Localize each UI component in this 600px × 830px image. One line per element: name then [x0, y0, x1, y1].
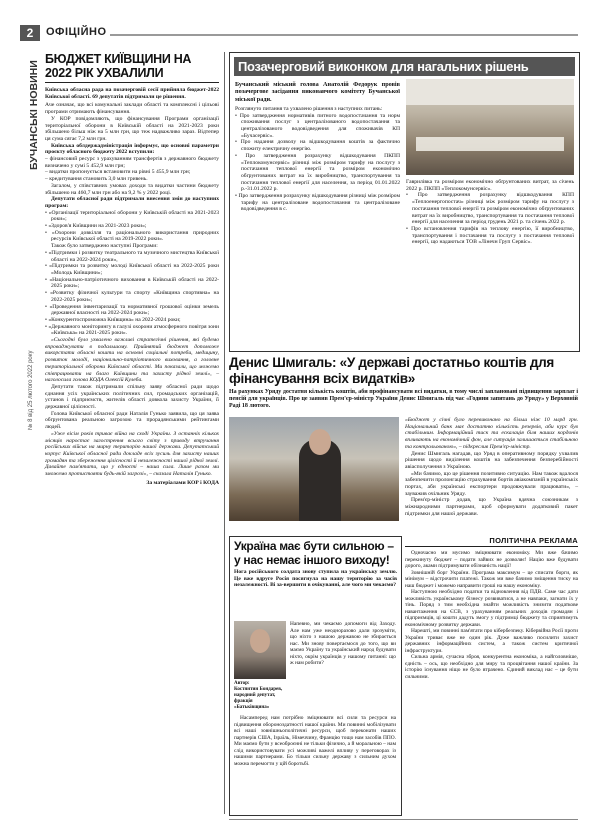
budget-p11: Також було затверджено наступні Програми: — [51, 243, 158, 250]
budget-p12: • «Підтримки і розвитку театрального та музичного мистецтва Київської області на 2022-2024 роки», — [45, 249, 219, 263]
war-title: Україна має бути сильною – у нас немає іншого виходу! — [234, 539, 394, 567]
budget-source: За матеріалами КОР і КОДА — [146, 479, 219, 486]
bottom-rule — [229, 819, 578, 820]
page-number: 2 — [20, 25, 40, 41]
shmyhal-photo-face — [309, 429, 331, 455]
budget-p14: • «Національно-патріотичного виховання в Київській області на 2022-2025 роки»; — [45, 276, 219, 290]
war-p0: Напевно, ми чекаємо допомоги від Заходу. Але нам уже неодноразово дали зрозуміти, що ніхто з нашою державою не збирається нас. Ми знову повертаємося до того, що ви маємо Україну та український народ будувати ніхто, окрім українців у нашому питанні: що ж нам робити? — [290, 621, 396, 666]
budget-p4: – видатки пропонується встановити на рівні 5 455,9 млн грн; — [45, 169, 191, 176]
budget-p3: – фінансовий ресурс з урахуванням трансфертів з державного бюджету визначено у сумі 5 452,9 млн грн; — [45, 156, 219, 169]
shmyhal-quote: «Бюджет у січні було перевиконано на більш ніж 10 млрд грн. Національний банк має достатню кількість резервів, аби курс був стабільним. Інформаційний тиск та ескалація біля наших кордонів впливають на економічний фон, але ситуація залишається стабільною та контрольованою», – підкреслив Прем'єр-міністр. — [405, 417, 578, 450]
vykonkom-lead: Бучанський міський голова Анатолій Федорук провів позачергове засідання виконавчого комітету Бучанської міської ради. — [235, 81, 400, 103]
budget-p15: • «Розвитку фізичної культури та спорту «Київщина спортивна» на 2022-2025 роки»; — [45, 290, 219, 303]
author-label: Автор: — [234, 681, 250, 686]
vykonkom-c1-0: Розглянуто питання та ухвалено рішення з наступних питань: — [235, 105, 383, 112]
budget-body — [45, 102, 219, 486]
ad-p3: Нарешті, ми повинні пам'ятати про кібербезпеку. Кібервійна Росії проти України триває вже не один рік. Дуже важливо посилити захист державних інформаційних систем, а також систем критичної інфраструктури. — [405, 628, 578, 654]
vykonkom-c2-2: • Про встановлення тарифів на теплову енергію, її виробництво, транспортування і постачання та послугу з постачання теплової енергії, що надаються ТОВ «Лінечн Груп Сервіс». — [406, 225, 574, 246]
author-photo — [234, 621, 286, 679]
war-col-bottom — [234, 715, 396, 767]
budget-p6: Загалом, у співставних умовах доходи та видатки частини бюджету збільшено на 460,7 млн грн або на 9,2 % у 2022 році. — [45, 182, 219, 196]
war-col-right — [290, 621, 396, 667]
war-lead: Нога російського солдата знову ступила на українську землю. Це вже вдруге Росія посягнула на нашу територію за часів незалежності. Ві за-вершити в очікуванні, але чого ми чекаємо? — [234, 569, 397, 589]
vykonkom-photo — [406, 79, 574, 175]
vykonkom-c1-1: • Про затвердження нормативів питного водопостачання та норм споживання послуг з централізованого водопостачання та централізованого водовідведення для споживачів КП «Бучасервіс». — [235, 112, 400, 139]
budget-p5: – кредитування становить 3,0 млн гривень. — [45, 176, 148, 183]
page-header — [20, 25, 578, 41]
ad-p4: Сильна армія, сучасна зброя, конкурентна економіка, а найголовніше, єдність – ось, що необхідно для миру та процвітання нашої країни. За історію існування ніщо не було втрачено. Єдиний виклад нас – це бути сильними. — [405, 654, 578, 680]
budget-p13: • «Підтримки та розвитку молоді Київської області на 2022-2025 роки «Молодь Київщини»; — [45, 263, 219, 276]
ad-p2: Наступною необхідно податки та відновлення від ПДВ. Саме час дати можливість українському бізнесу розвиватися, а не навпаки, загнати їх у тінь. Поряд з тим необхідна знайти можливість знизити податкове навантаження на ЄСВ, з урахуванням реальних доходів громадян і підприємців, ці кошти дадуть змогу у підтримці бюджету та сприятимуть економічному розвитку держави. — [405, 589, 578, 628]
section-label: ОФІЦІЙНО — [46, 26, 107, 38]
ad-p0: Одночасно ми мусимо зміцнювати економіку. Ми вже бачимо перекинуту бюджет – подати зайвих не дозволяє! Націю вже будувати дорого, аками підтримувати обізнаність нації! — [405, 550, 578, 569]
vykonkom-photo-table — [416, 137, 564, 151]
budget-p18: • «Державного моніторингу в галузі охорони атмосферного повітря зони «Київська» на 2021-2025 роки». — [45, 323, 219, 337]
shmyhal-right-col — [405, 417, 578, 518]
budget-title: БЮДЖЕТ КИЇВЩИНИ НА 2022 РІК УХВАЛИЛИ — [45, 52, 219, 83]
budget-p17: • «Конкурентоспроможна Київщина» на 2022-2024 роки; — [45, 316, 181, 323]
ad-header: ПОЛІТИЧНА РЕКЛАМА — [405, 536, 578, 547]
war-author-box — [234, 621, 286, 711]
budget-p1: У КОР повідомляють, що фінансування Програми організації територіальної оборони в Київській області на 2021-2023 роки збільшено більш ніж на 5 млн грн, що теж надважливо зараз. Відтепер ця сума сягає 7,2 млн грн. — [45, 115, 219, 142]
budget-p16: • «Проведення інвентаризації та нормативної грошової оцінки земель державної власності на 2022-2024 роки»; — [45, 303, 219, 317]
shmyhal-photo — [229, 417, 399, 521]
war-p1: Насамперед нам потрібно зміцнювати всі сили та ресурси на підвищення обороноздатності нашої країни. Ми повинні мобілізувати всі наші зовнішньополітичні ресурси, щоб переконати наших партнерів США, Ізраїль, Німеччину, Францію тощо нам засобів ППО. Ми маємо бути у всеоброєнні не тільки фізично, а й моральною – нам слід використовувати усі можливі важелі впливу у переговорах із нашими партнерами. Бо тільки сильну державу з сильним духом можна перемогти у цій боротьбі. — [234, 715, 396, 767]
shmyhal-title: Денис Шмигаль: «У державі достатньо коштів для фінансування всіх видатків» — [229, 355, 554, 386]
budget-quote-kuleba: «Сьогодні було ухвалено важливі стратегічні рішення, які будемо впроваджувати в подальшому. Прийнятий бюджет допоможе викорстати обласні кошти на основні соціальні потреби, медицину, розвиток молоді, національно-патріотичного виховання, а головне територіальної оборони Київської області. Ми показали, що можемо співпрацювати на благо Київщини та захисту рідної землі», – наголосила голова КОДА Олексій Кулеба. — [45, 337, 219, 384]
budget-p0: Аче означає, що всі комунальні заклади області та комплексні і цільові програми отримають фінансування. — [45, 102, 219, 116]
budget-article — [45, 52, 219, 814]
shmyhal-p0: Денис Шмигаль нагадав, що Уряд в оперативному порядку ухвалив рішення щодо виділення коштів на забезпечення безперебійності авіасполучення з Україною. — [405, 450, 578, 470]
vykonkom-c2-0: Гаврилівка та розміром економічно обґрунтованих витрат, за січень 2022 р. ПКПП «Теплокомунсервіс». — [406, 179, 574, 192]
budget-p20: Депутати також підтримали спільну заяву обласної ради щодо єднання усіх українських політичних сил, громадських організацій, установ і підприємств, жителів області довкола захисту України, її державної цілісності. — [45, 383, 219, 411]
author-caption: Костянтин Бондарев, народний депутат, фракція «Батьківщина» — [234, 687, 283, 710]
vykonkom-photo-window — [406, 79, 574, 105]
shmyhal-article — [229, 355, 578, 525]
vykonkom-c1-4: • Про затвердження розрахунку відшкодування різниці між розміром тарифу на централізоване водопостачання та централізоване водовідведення в с. — [235, 193, 400, 213]
war-article — [229, 536, 402, 816]
vykonkom-c2-1: • Про затвердження розрахунку відшкодування КПП «Теплоенергопостач» різниці між розміром тарифу на послугу з постачання теплової енергії та розміром економічно обґрунтованих витрат на їх виробництво, транспортування та постачання теплової енергії для населення за період грудень 2021 р. та січень 2022 р. — [406, 192, 574, 226]
ad-p1: Зовнішній борг України. Програма максимум – це списати борги, як мінімум – відстрочити платежі. Також ми вже бачимо зміщення тиску на наш бюджет і можемо направити гроші на нашу економіку. — [405, 569, 578, 589]
vykonkom-article — [229, 52, 580, 352]
budget-p8: • «Організації територіальної оборони у Київській області на 2021-2023 роки»; — [45, 209, 219, 223]
vykonkom-col1 — [235, 81, 400, 213]
budget-p7: Депутати обласної ради підтримали внесення змін до наступних програм: — [45, 196, 219, 209]
header-rule — [110, 34, 578, 36]
budget-quote-hunko: «Уже вісім років триває війна на сході України. З останніх кількох місяців наростає загострення всього світу з приводу втручання російських військ на мирну територію нашої держави. Депутатський корпус Київської обласної ради докладе всіх зусиль для захисту наших громадян та збереження цілісності й незалежності нашої рідної землі. Давайте пам'ятати, що у єдності – наша сила. Лише разом ми зможемо протистояти будь-якій загрозі», – сказала Наталія Гунько. — [45, 430, 219, 478]
shmyhal-p2: Прем'єр-міністр додав, що Україна вдячна союзникам з міжнародними партнерами, щоб сформувати додатковий пакет підтримки для нашої держави. — [405, 497, 578, 517]
budget-p9: • «Здоров'я Київщини на 2021-2023 роки»; — [45, 223, 147, 230]
shmyhal-p1: «Ми бачимо, що це рішення позитивно ситуацію. Нам також вдалося забезпечити пролонгацію страхування бортів авіакомпаній в українськіх портах, аби українські експортери продовжували працювати», – зауважив очільник Уряду. — [405, 470, 578, 497]
vykonkom-col2 — [406, 179, 574, 246]
budget-p2: Київська облдержадміністрація інформує, що основні параметри проєкту обласного бюджету 2022 вступили: — [45, 142, 219, 156]
vykonkom-title: Позачерговий виконком для нагальних рішень — [234, 57, 575, 76]
vykonkom-c1-2: • Про надання дозволу на відшкодування коштів за фактично спожиту електричну енергію. — [235, 139, 400, 153]
budget-lead: Київська обласна рада на позачерговій сесії прийняла бюджет-2022 Київської області. 69 депутатів підтримали це рішення. — [45, 87, 219, 100]
side-issue: № 8 від 25 лютого 2022 року — [28, 350, 34, 430]
column-divider — [224, 52, 225, 814]
shmyhal-lead: На рахунках Уряду достатня кількість коштів, аби профінансувати всі видатки, в тому числі заплановані підвищення зарплат і пенсій для українців. Про це заявив Прем'єр-міністр України Денис Шмигаль під час «Години запитань до Уряду» у Верховній Раді 18 лютого. — [229, 389, 578, 410]
vykonkom-c1-3: • Про затвердження розрахунку відшкодування ПКПП «Теплокомунсервіс» різниці між розміром тарифу на послугу з постачання теплової енергії та розміром економічно обґрунтованих витрат на їх виробництво, транспортування та постачання теплової енергії для населення, за період 01.01.2022 р.-31.01.2022 р. — [235, 152, 400, 193]
budget-p21: Голова Київської обласної ради Наталія Гунько заявила, що ця заява обґрунтована реальною загрозою та прорадянськими рейтингами людей. — [45, 410, 219, 431]
budget-p10: • «Охорони довкілля та раціонального використання природних ресурсів Київської області на 2019-2022 роки». — [45, 229, 219, 243]
ad-body — [405, 550, 578, 680]
ad-column — [405, 536, 578, 814]
